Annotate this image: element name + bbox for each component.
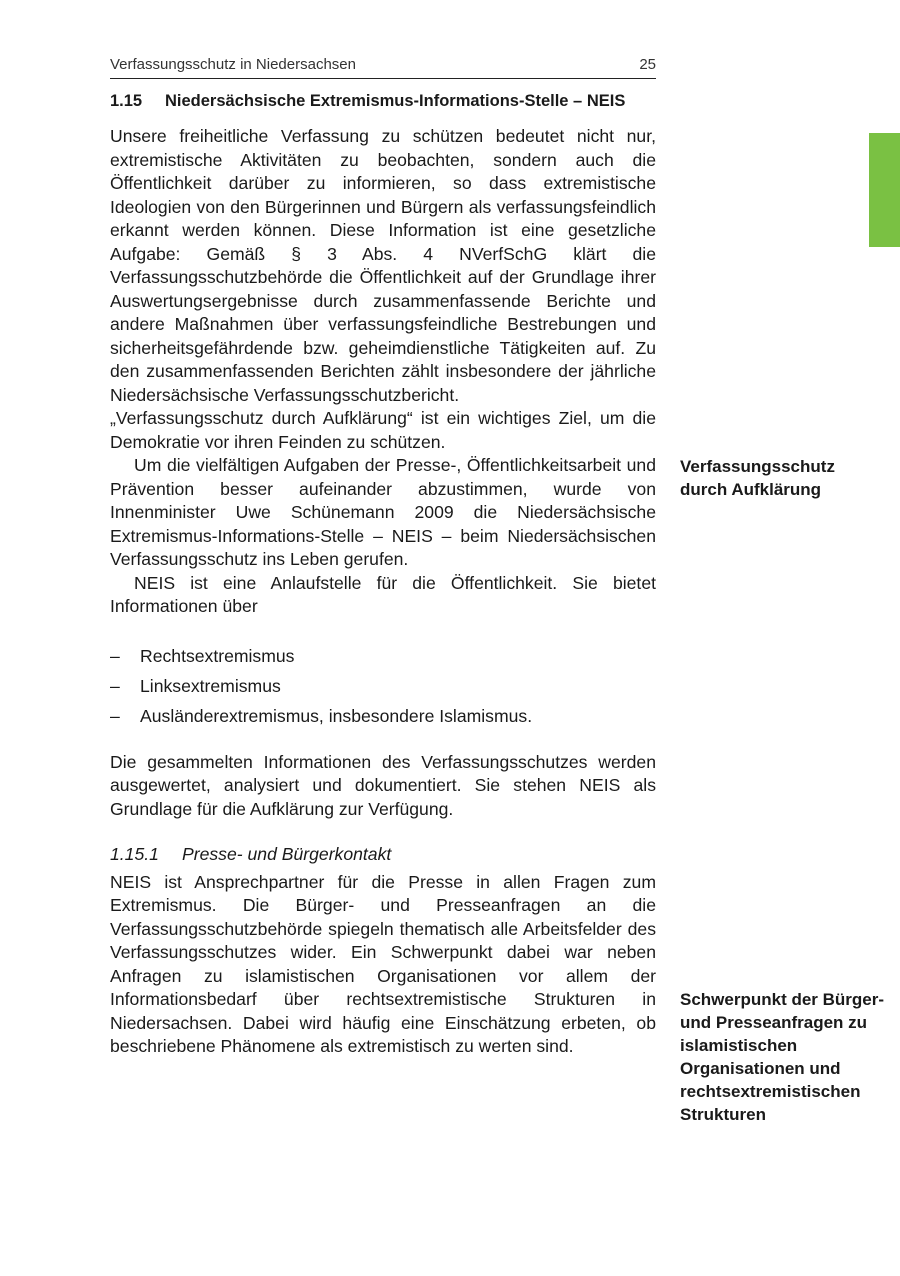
list-item: – Linksextremismus: [110, 671, 656, 701]
section-number: 1.15: [110, 92, 143, 110]
list-dash: –: [110, 705, 120, 726]
running-header: [110, 54, 656, 79]
subsection-number: 1.15.1: [110, 844, 159, 864]
subsection-title: Presse- und Bürgerkontakt: [182, 844, 392, 864]
paragraph-gesammelte-informationen: Die gesammelten Informationen des Verfassungsschutzes werden ausgewertet, analysiert und dokumentiert. Sie stehen NEIS als Grundlage für die Aufklärung zur Verfügung.: [110, 751, 656, 819]
paragraph-presse-buergerkontakt: NEIS ist Ansprechpartner für die Presse in allen Fragen zum Extremismus. Die Bürger- und Presseanfragen an die Verfassungsschutzbehörde spiegeln thematisch alle Arbeitsfelder des Verfassungsschutzes wider. Ein Schwerpunkt dabei war neben Anfragen zu islamistischen Organisationen vor allem der Informationsbedarf über rechtsextremistische Strukturen in Niedersachsen. Dabei wird häufig eine Einschätzung erbeten, ob beschriebene Phänomene als extremistisch zu werten sind.: [110, 871, 656, 1056]
topic-list: [110, 641, 656, 731]
section-title: Niedersächsische Extremismus-Informations-Stelle – NEIS: [165, 92, 626, 110]
subsection-heading: [110, 843, 656, 867]
paragraph-intro: Unsere freiheitliche Verfassung zu schützen bedeutet nicht nur, extremistische Aktivitäten zu beobachten, sondern auch die Öffentlichkeit darüber zu informieren, so dass extremistische Ideologien von den Bürgerinnen und Bürgern als verfassungsfeindlich erkannt werden können. Diese Information ist eine gesetzliche Aufgabe: Gemäß § 3 Abs. 4 NVerfSchG klärt die Verfassungsschutzbehörde die Öffentlichkeit auf der Grundlage ihrer Auswertungsergebnisse durch zusammenfassende Berichte und andere Maßnahmen über verfassungsfeindliche Bestrebungen und sicherheitsgefährdende bzw. geheimdienstliche Tätigkeiten auf. Zu den zusammenfassenden Berichten zählt insbesondere der jährliche Niedersächsische Verfassungsschutzbericht.: [110, 126, 656, 405]
paragraph-aufklaerung: „Verfassungsschutz durch Aufklärung“ ist ein wichtiges Ziel, um die Demokratie vor ihren Feinden zu schützen.: [110, 408, 656, 452]
running-header-title: Verfassungsschutz in Niedersachsen: [110, 56, 356, 73]
list-item: – Rechtsextremismus: [110, 641, 656, 671]
page-number: 25: [639, 56, 656, 73]
main-column: [110, 90, 656, 1059]
list-item: – Ausländerextremismus, insbesondere Islamismus.: [110, 701, 656, 731]
list-dash: –: [110, 645, 120, 666]
paragraph-neis-anlaufstelle: NEIS ist eine Anlaufstelle für die Öffentlichkeit. Sie bietet Informationen über: [110, 572, 656, 616]
list-dash: –: [110, 675, 120, 696]
section-heading: [110, 90, 656, 113]
chapter-tab-marker: [869, 133, 900, 247]
sidenote-aufklaerung: Verfassungsschutz durch Aufklärung: [680, 457, 835, 499]
sidenote-schwerpunkt: Schwerpunkt der Bürger- und Presseanfragen zu islamistischen Organisationen und rechtsextremistischen Strukturen: [680, 990, 885, 1124]
paragraph-neis-founding: Um die vielfältigen Aufgaben der Presse-, Öffentlichkeitsarbeit und Prävention besser aufeinander abzustimmen, wurde von Innenminister Uwe Schünemann 2009 die Niedersächsische Extremismus-Informations-Stelle – NEIS – beim Niedersächsischen Verfassungsschutz ins Leben gerufen.: [110, 455, 656, 569]
